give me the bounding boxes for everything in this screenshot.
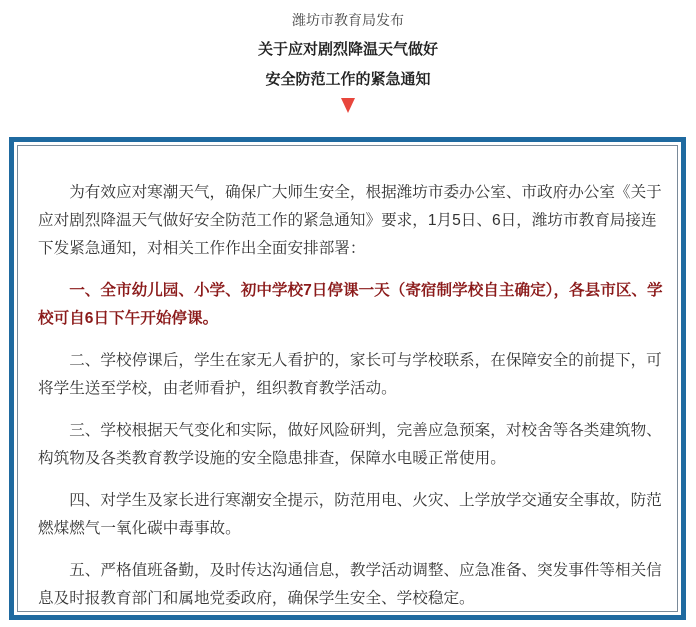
down-triangle-icon bbox=[341, 98, 355, 113]
notice-box bbox=[9, 137, 686, 620]
item-1-paragraph: 一、全市幼儿园、小学、初中学校7日停课一天（寄宿制学校自主确定），各县市区、学校可自6日下午开始停课。 bbox=[38, 282, 663, 327]
item-4-paragraph: 四、对学生及家长进行寒潮安全提示，防范用电、火灾、上学放学交通安全事故，防范燃煤燃气一氧化碳中毒事故。 bbox=[38, 492, 662, 537]
publisher-label: 潍坊市教育局发布 bbox=[292, 12, 404, 28]
title-line-2: 安全防范工作的紧急通知 bbox=[265, 71, 431, 88]
title-line-1: 关于应对剧烈降温天气做好 bbox=[257, 41, 438, 58]
notice-content bbox=[38, 179, 666, 627]
item-5-paragraph: 五、严格值班备勤，及时传达沟通信息，教学活动调整、应急准备、突发事件等相关信息及时报教育部门和属地党委政府，确保学生安全、学校稳定。 bbox=[38, 562, 662, 607]
item-2-paragraph: 二、学校停课后，学生在家无人看护的，家长可与学校联系，在保障安全的前提下，可将学生送至学校，由老师看护，组织教育教学活动。 bbox=[38, 352, 662, 397]
intro-paragraph: 为有效应对寒潮天气，确保广大师生安全，根据潍坊市委办公室、市政府办公室《关于应对剧烈降温天气做好安全防范工作的紧急通知》要求，1月5日、6日，潍坊市教育局接连下发紧急通知，对相关工作作出全面安排部署： bbox=[38, 184, 662, 257]
item-3-paragraph: 三、学校根据天气变化和实际，做好风险研判，完善应急预案，对校舍等各类建筑物、构筑物及各类教育教学设施的安全隐患排查，保障水电暖正常使用。 bbox=[38, 422, 662, 467]
